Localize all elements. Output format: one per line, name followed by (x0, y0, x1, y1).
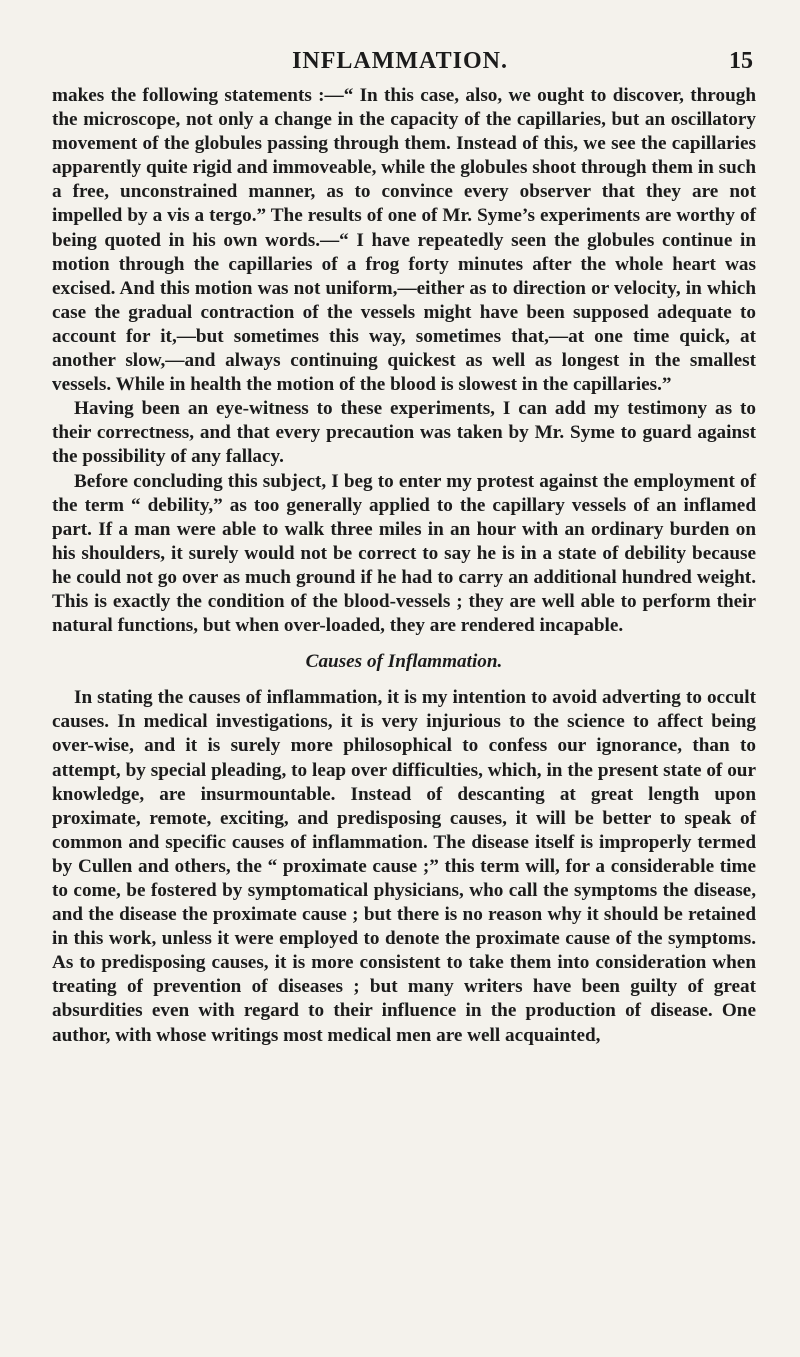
section-heading: Causes of Inflammation. (305, 651, 503, 673)
page-number: 15 (729, 48, 753, 74)
page-header (0, 48, 800, 78)
paragraph: makes the following statements :—“ In this case, also, we ought to discover, through the microscope, not only a change in the capacity of the capillaries, but an oscillatory movement of the globules passing through them. Instead of this, we see the capillaries apparently quite rigid and immoveable, while the globules shoot through them in such a free, unconstrained manner, as to convince every observer that they are not impelled by a vis a tergo.” The results of one of Mr. Syme’s experiments are worthy of being quoted in his own words.—“ I have repeatedly seen the globules continue in motion through the capillaries of a frog forty minutes after the whole heart was excised. And this motion was not uniform,—either as to direction or velocity, in which case the gradual contraction of the vessels might have been supposed adequate to account for it,—but sometimes this way, sometimes that,—at one time quick, at another slow,—and always continuing quickest as well as longest in the smallest vessels. While in health the motion of the blood is slowest in the capillaries.” (52, 85, 756, 396)
paragraph: In stating the causes of inflammation, it is my intention to avoid adverting to occult causes. In medical investigations, it is very injurious to the science to affect being over-wise, and it is surely more philosophical to confess our ignorance, than to attempt, by special pleading, to leap over difficulties, which, in the present state of our knowledge, are insurmountable. Instead of descanting at great length upon proximate, remote, exciting, and predisposing causes, it will be better to speak of common and specific causes of inflammation. The disease itself is improperly termed by Cullen and others, the “ proximate cause ;” this term will, for a considerable time to come, be fostered by symptomatical physicians, who call the symptoms the disease, and the disease the proximate cause ; but there is no reason why it should be retained in this work, unless it were employed to denote the proximate cause of the symptoms. As to predisposing causes, it is more consistent to take them into consideration when treating of prevention of diseases ; but many writers have been guilty of great absurdities even with regard to their influence in the production of disease. One author, with whose writings most medical men are well acquainted, (52, 687, 756, 1046)
running-title: INFLAMMATION. (292, 48, 508, 74)
paragraph: Having been an eye-witness to these experiments, I can add my testimony as to their correctness, and that every precaution was taken by Mr. Syme to guard against the possibility of any fallacy. (52, 398, 756, 468)
body-text (52, 84, 756, 1048)
paragraph: Before concluding this subject, I beg to enter my protest against the employment of the term “ debility,” as too generally applied to the capillary vessels of an inflamed part. If a man were able to walk three miles in an hour with an ordinary burden on his shoulders, it surely would not be correct to say he is in a state of debility because he could not go over as much ground if he had to carry an additional hundred weight. This is exactly the condition of the blood-vessels ; they are well able to perform their natural functions, but when over-loaded, they are rendered incapable. (52, 470, 756, 637)
